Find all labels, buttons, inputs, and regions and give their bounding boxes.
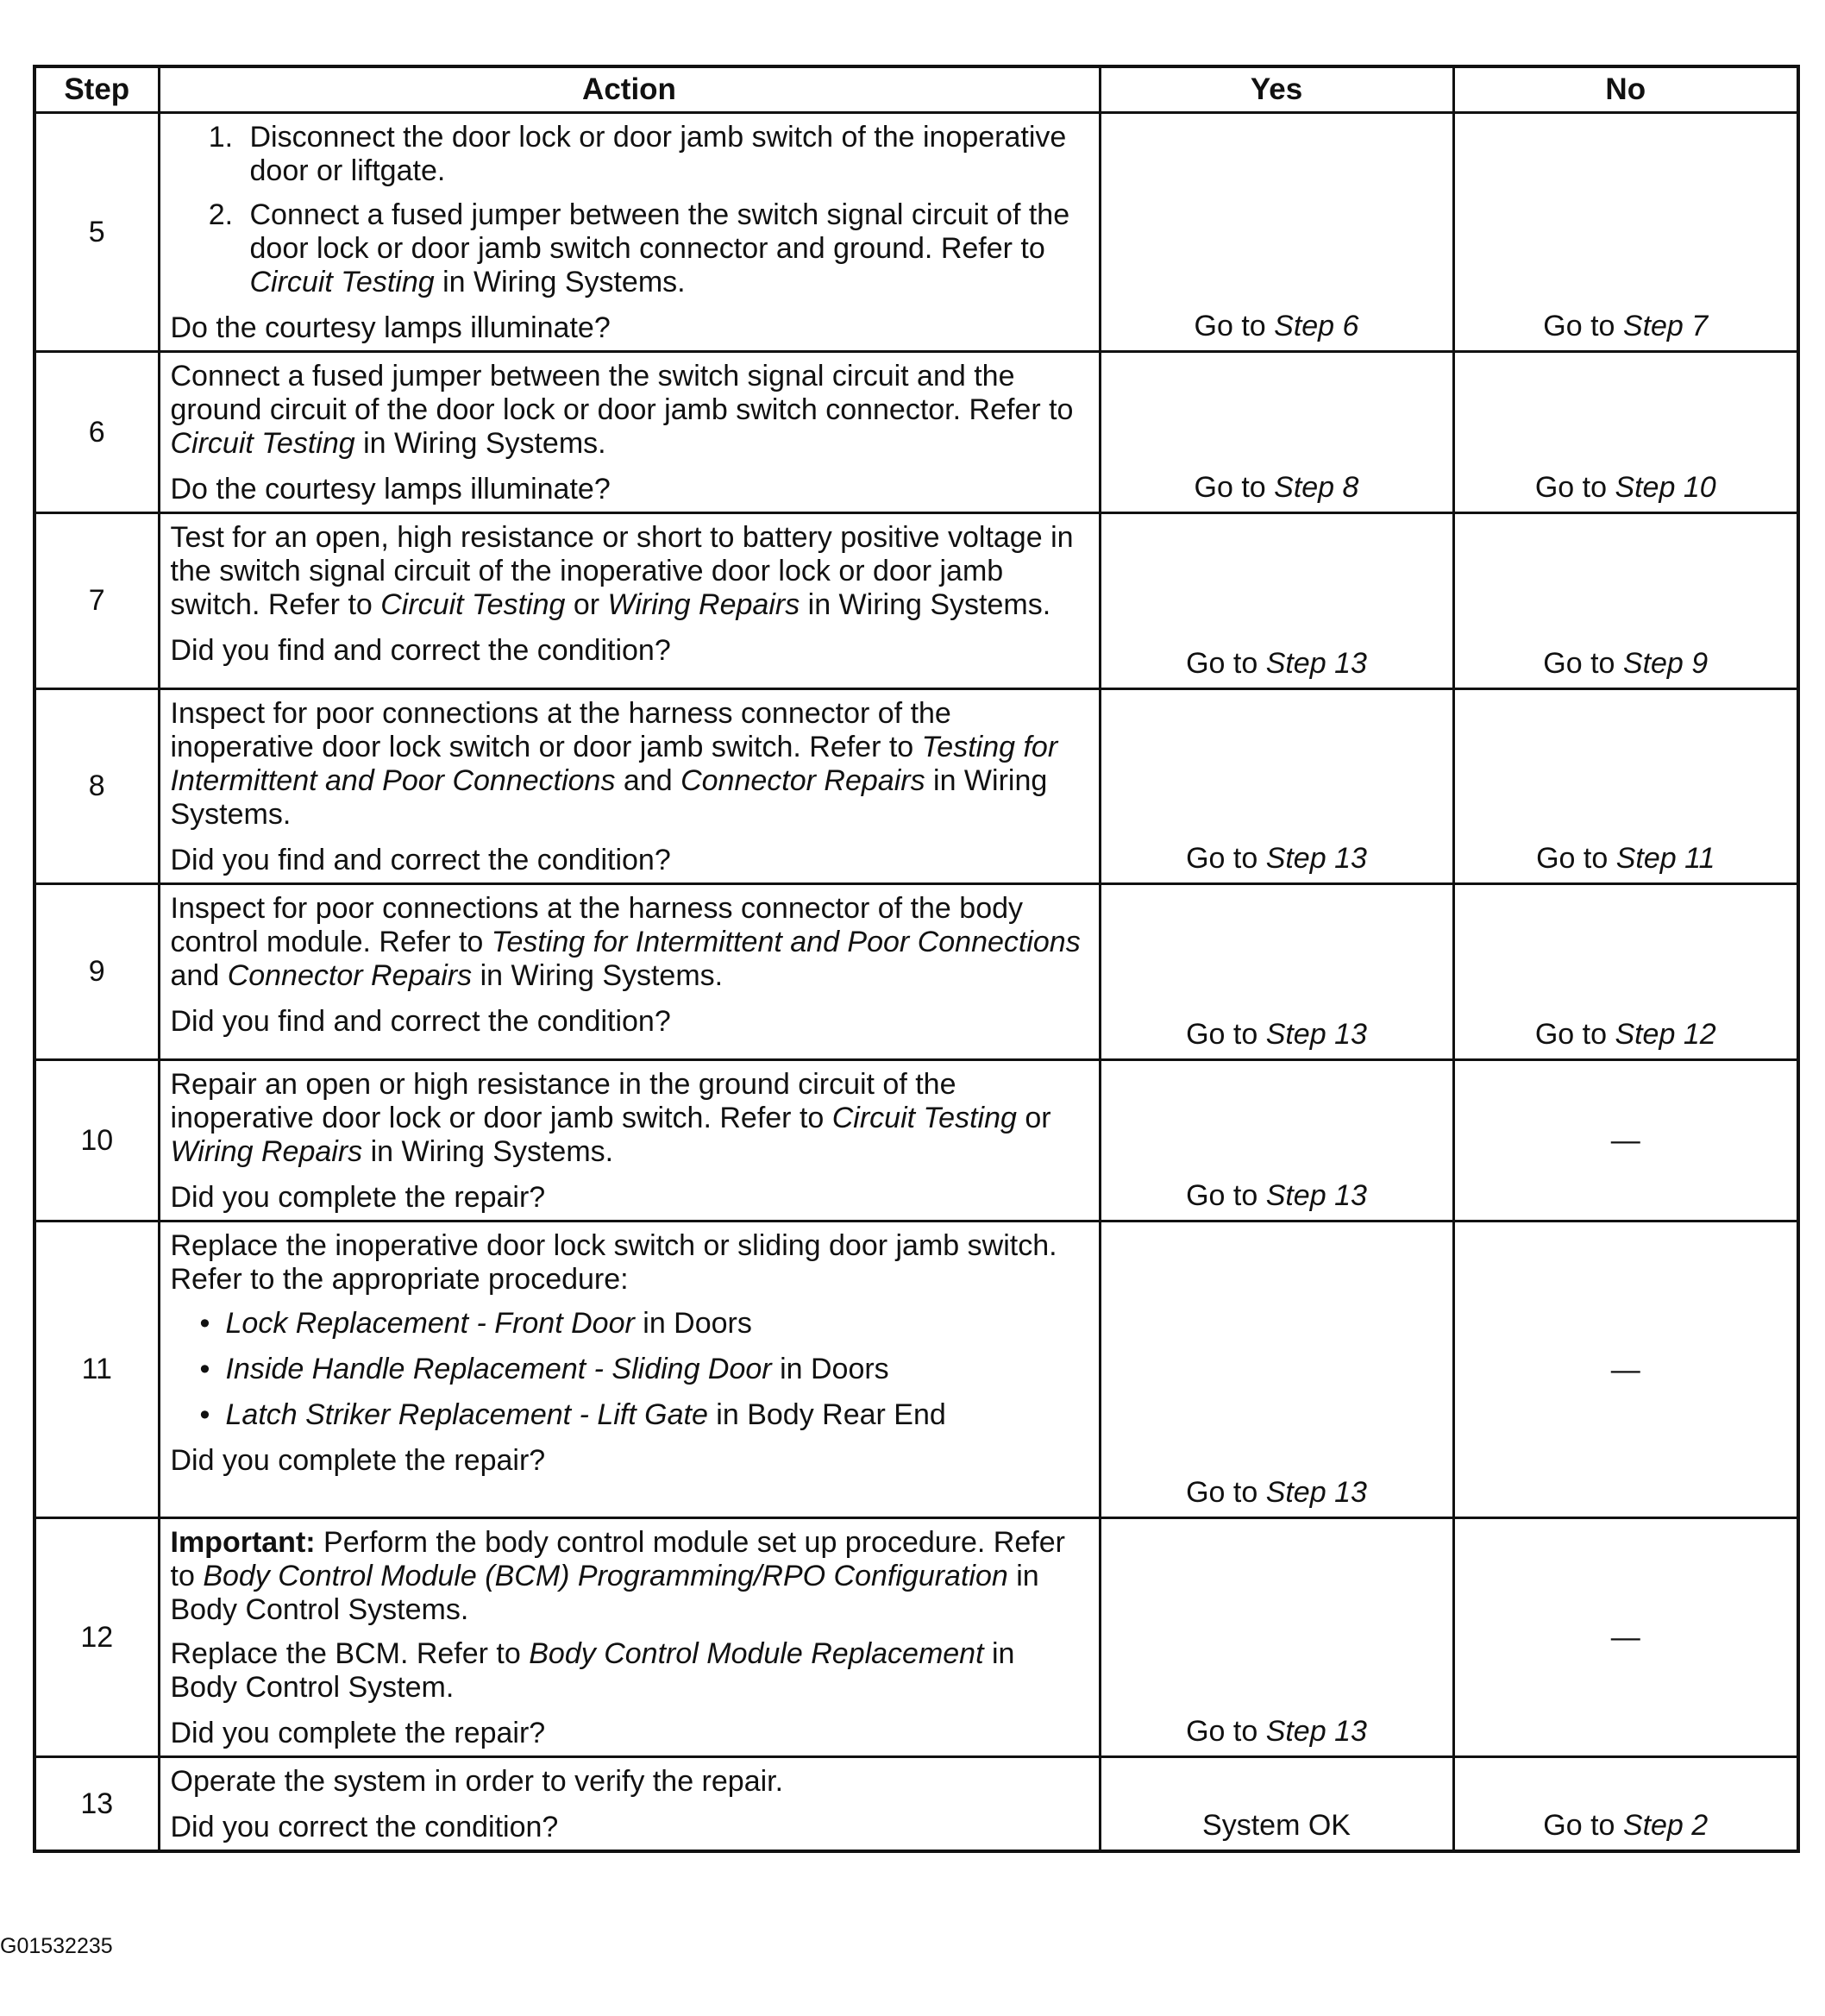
text-run: or (1016, 1102, 1051, 1134)
bold-text: Important: (170, 1526, 316, 1559)
header-row (34, 66, 1798, 113)
text-run: Go to (1194, 471, 1275, 504)
reference-text: Step 13 (1265, 647, 1367, 680)
text-run: Replace the BCM. Refer to (170, 1637, 530, 1670)
text-run: in Wiring Systems. (354, 427, 606, 460)
reference-text: Testing for Intermittent and Poor Connections (491, 926, 1081, 958)
reference-text: Body Control Module (BCM) Programming/RPO Configuration (203, 1560, 1008, 1592)
table-row (34, 1222, 1798, 1518)
header-no: No (1453, 66, 1798, 113)
action-paragraph (171, 1526, 1088, 1627)
text-run: in Doors (771, 1353, 889, 1385)
action-paragraph (171, 1068, 1088, 1169)
reference-text: Step 9 (1622, 647, 1709, 680)
action-paragraph (171, 521, 1088, 622)
reference-text: Step 12 (1615, 1018, 1716, 1051)
no-cell (1453, 352, 1798, 513)
table-body (34, 113, 1798, 1852)
reference-text: Wiring Repairs (607, 588, 800, 621)
reference-text: Step 10 (1615, 471, 1716, 504)
reference-text: Circuit Testing (831, 1102, 1017, 1134)
text-run: Go to (1194, 310, 1275, 342)
no-cell (1453, 513, 1798, 689)
action-paragraph (171, 697, 1088, 832)
text-run: Go to (1186, 1018, 1266, 1051)
text-run: Did you find and correct the condition? (170, 844, 671, 876)
text-run: Go to (1543, 647, 1623, 680)
reference-text: Circuit Testing (249, 266, 435, 298)
reference-text: Step 13 (1265, 1179, 1367, 1212)
text-run: Go to (1186, 1476, 1266, 1509)
diagnostic-table (33, 65, 1800, 1853)
step-number: 12 (34, 1518, 159, 1757)
no-cell (1453, 113, 1798, 352)
text-run: Go to (1534, 471, 1615, 504)
text-run: or (565, 588, 608, 621)
question-text (171, 1717, 1088, 1750)
text-run: Inspect for poor connections at the harness connector of the body control module. Refer to (170, 892, 1024, 958)
action-cell (159, 689, 1100, 884)
reference-text: Latch Striker Replacement - Lift Gate (225, 1398, 708, 1431)
reference-text: Body Control Module Replacement (529, 1637, 984, 1670)
text-run: Go to (1186, 842, 1266, 875)
reference-text: Circuit Testing (170, 427, 355, 460)
text-run: Go to (1534, 1018, 1615, 1051)
text-run: in Wiring Systems. (362, 1135, 614, 1168)
action-cell (159, 884, 1100, 1060)
action-cell (159, 1222, 1100, 1518)
action-paragraph (171, 1637, 1088, 1705)
text-run: Inspect for poor connections at the harness connector of the inoperative door lock switch or door jamb switch. Refer to (170, 697, 951, 763)
step-number: 6 (34, 352, 159, 513)
question-text (171, 844, 1088, 877)
no-cell (1453, 1222, 1798, 1518)
reference-text: Step 2 (1622, 1809, 1709, 1842)
text-run: Go to (1186, 647, 1266, 680)
text-run: in Body Rear End (707, 1398, 946, 1431)
text-run: and (615, 764, 681, 797)
no-cell (1453, 884, 1798, 1060)
bullet-list (171, 1307, 1088, 1432)
text-run: in Wiring Systems. (434, 266, 686, 298)
no-cell (1453, 689, 1798, 884)
table-row (34, 1060, 1798, 1222)
header-yes: Yes (1100, 66, 1453, 113)
reference-text: Step 13 (1265, 1476, 1367, 1509)
step-number: 13 (34, 1757, 159, 1852)
header-step: Step (34, 66, 159, 113)
yes-cell (1100, 689, 1453, 884)
list-item (241, 198, 1088, 299)
action-cell (159, 1757, 1100, 1852)
text-run: System OK (1202, 1809, 1351, 1842)
text-run: Did you complete the repair? (170, 1717, 546, 1749)
reference-text: Step 11 (1615, 842, 1715, 875)
text-run: in Wiring Systems. (472, 959, 724, 992)
list-item (226, 1398, 1088, 1432)
step-number: 8 (34, 689, 159, 884)
reference-text: Circuit Testing (380, 588, 566, 621)
table-row (34, 1757, 1798, 1852)
reference-text: Step 13 (1265, 1715, 1367, 1748)
action-paragraph (171, 1229, 1088, 1297)
text-run: — (1610, 1353, 1640, 1386)
question-text (171, 1005, 1088, 1039)
text-run: Disconnect the door lock or door jamb switch of the inoperative door or liftgate. (249, 121, 1067, 187)
reference-text: Step 7 (1622, 310, 1709, 342)
text-run: in Wiring Systems. (170, 764, 1048, 831)
question-text (171, 634, 1088, 668)
yes-cell (1100, 884, 1453, 1060)
text-run: — (1610, 1124, 1640, 1157)
table-row (34, 1518, 1798, 1757)
action-cell (159, 352, 1100, 513)
yes-cell (1100, 113, 1453, 352)
step-number: 5 (34, 113, 159, 352)
table-row (34, 513, 1798, 689)
text-run: Did you find and correct the condition? (170, 1005, 671, 1038)
text-run: Go to (1186, 1715, 1266, 1748)
text-run: Did you complete the repair? (170, 1181, 546, 1214)
text-run: in Body Control System. (170, 1637, 1015, 1704)
action-paragraph (171, 1765, 1088, 1799)
yes-cell (1100, 1060, 1453, 1222)
step-number: 7 (34, 513, 159, 689)
step-number: 9 (34, 884, 159, 1060)
text-run: Test for an open, high resistance or short to battery positive voltage in the switch signal circuit of the inoperative door lock or door jamb switch. Refer to (170, 521, 1074, 621)
no-cell (1453, 1518, 1798, 1757)
no-cell (1453, 1060, 1798, 1222)
text-run: Did you complete the repair? (170, 1444, 546, 1477)
text-run: Operate the system in order to verify the repair. (170, 1765, 784, 1798)
table-row (34, 884, 1798, 1060)
reference-text: Step 13 (1265, 842, 1367, 875)
yes-cell (1100, 1222, 1453, 1518)
reference-text: Inside Handle Replacement - Sliding Door (225, 1353, 772, 1385)
numbered-list (171, 121, 1088, 299)
list-item (226, 1307, 1088, 1341)
header-action: Action (159, 66, 1100, 113)
text-run: Go to (1186, 1179, 1266, 1212)
text-run: Go to (1536, 842, 1616, 875)
table-row (34, 113, 1798, 352)
yes-cell (1100, 1518, 1453, 1757)
figure-id: G01532235 (0, 1934, 113, 1958)
question-text (171, 1181, 1088, 1215)
text-run: Repair an open or high resistance in the ground circuit of the inoperative door lock or door jamb switch. Refer to (170, 1068, 956, 1134)
reference-text: Wiring Repairs (170, 1135, 363, 1168)
text-run: Do the courtesy lamps illuminate? (170, 473, 611, 506)
question-text (171, 1811, 1088, 1844)
text-run: Go to (1543, 1809, 1623, 1842)
yes-cell (1100, 352, 1453, 513)
action-cell (159, 513, 1100, 689)
reference-text: Connector Repairs (227, 959, 473, 992)
text-run: Replace the inoperative door lock switch or sliding door jamb switch. Refer to the appropriate procedure: (170, 1229, 1057, 1296)
text-run: Do the courtesy lamps illuminate? (170, 311, 611, 344)
reference-text: Testing for Intermittent and Poor Connections (170, 731, 1058, 797)
step-number: 10 (34, 1060, 159, 1222)
text-run: Go to (1543, 310, 1623, 342)
reference-text: Step 8 (1274, 471, 1359, 504)
text-run: Did you find and correct the condition? (170, 634, 671, 667)
text-run: Perform the body control module set up procedure. Refer to (170, 1526, 1065, 1592)
yes-cell (1100, 1757, 1453, 1852)
action-paragraph (171, 360, 1088, 461)
list-item (226, 1353, 1088, 1386)
table-row (34, 352, 1798, 513)
text-run: in Body Control Systems. (170, 1560, 1039, 1626)
action-cell (159, 113, 1100, 352)
question-text (171, 1444, 1088, 1478)
reference-text: Step 6 (1274, 310, 1359, 342)
text-run: Connect a fused jumper between the switch signal circuit and the ground circuit of the door lock or door jamb switch connector. Refer to (170, 360, 1074, 426)
text-run: — (1610, 1621, 1640, 1654)
reference-text: Step 13 (1265, 1018, 1367, 1051)
text-run: in Wiring Systems. (800, 588, 1051, 621)
action-cell (159, 1518, 1100, 1757)
text-run: Did you correct the condition? (170, 1811, 559, 1843)
text-run: in Doors (634, 1307, 752, 1340)
action-paragraph (171, 892, 1088, 993)
reference-text: Connector Repairs (680, 764, 925, 797)
table-row (34, 689, 1798, 884)
question-text (171, 473, 1088, 506)
action-cell (159, 1060, 1100, 1222)
question-text (171, 311, 1088, 345)
text-run: and (170, 959, 228, 992)
reference-text: Lock Replacement - Front Door (225, 1307, 635, 1340)
step-number: 11 (34, 1222, 159, 1518)
text-run: Connect a fused jumper between the switch signal circuit of the door lock or door jamb switch connector and ground. Refer to (249, 198, 1070, 265)
no-cell (1453, 1757, 1798, 1852)
yes-cell (1100, 513, 1453, 689)
list-item (241, 121, 1088, 188)
